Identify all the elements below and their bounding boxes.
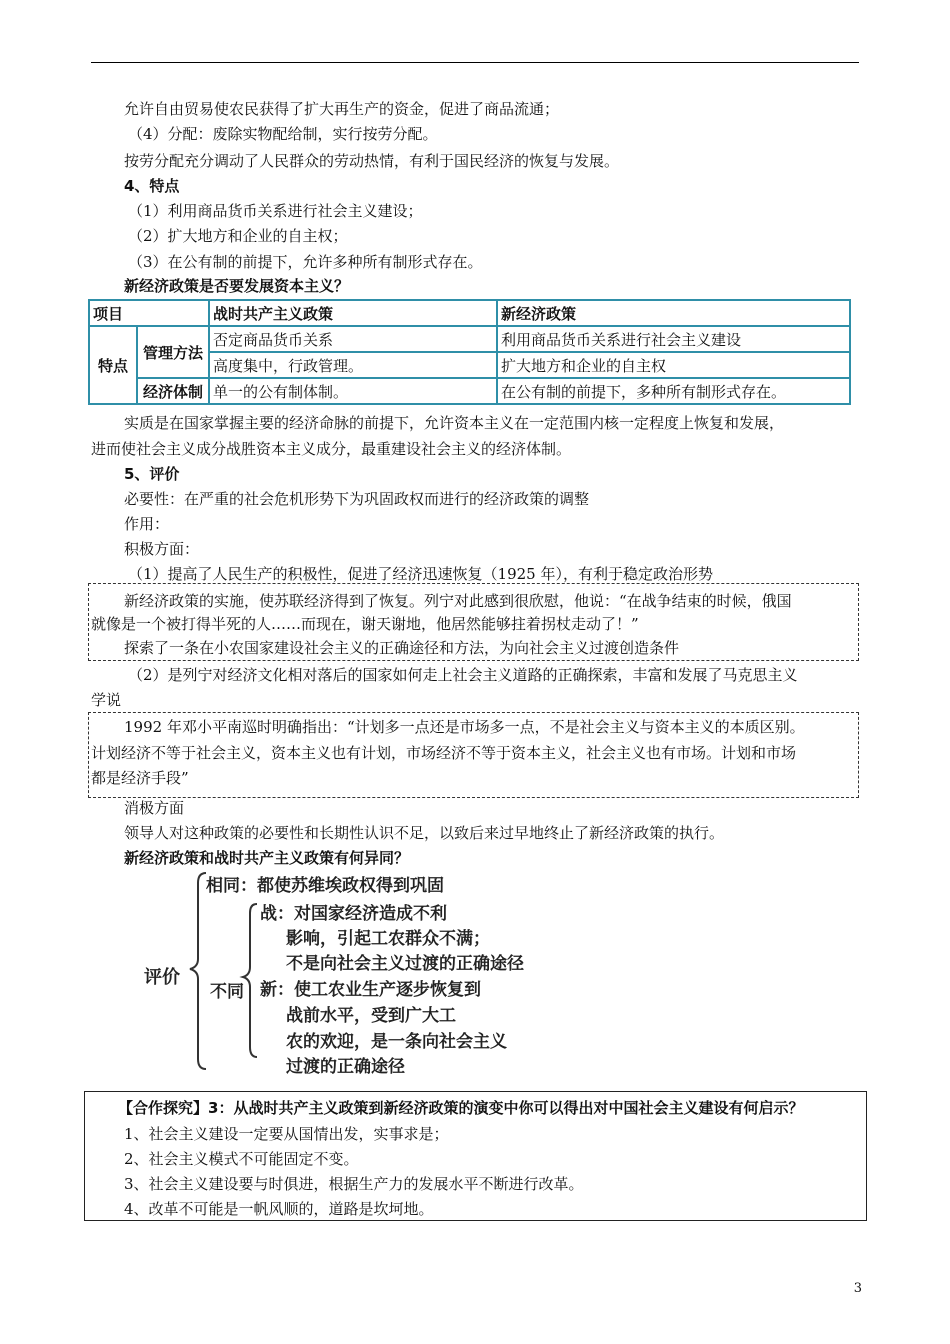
header-cell: 项目 — [89, 300, 209, 326]
diagram-nep: 过渡的正确途径 — [286, 1057, 405, 1077]
eval-line: 消极方面 — [124, 799, 185, 817]
header-cell: 新经济政策 — [497, 300, 850, 326]
question-heading: 新经济政策和战时共产主义政策有何异同？ — [124, 849, 410, 867]
eval-line: 作用： — [124, 515, 170, 533]
question-heading: 新经济政策是否要发展资本主义？ — [124, 277, 350, 295]
quote-line: 计划经济不等于社会主义，资本主义也有计划，市场经济不等于资本主义，社会主义也有市场。计划和市场 — [91, 744, 797, 762]
table-cell: 在公有制的前提下，多种所有制形式存在。 — [497, 378, 850, 404]
quote-line: 1992 年邓小平南巡时明确指出：“计划多一点还是市场多一点，不是社会主义与资本主义的本质区别。 — [124, 718, 805, 736]
feature-item: （1）利用商品货币关系进行社会主义建设； — [128, 202, 423, 220]
header-cell: 战时共产主义政策 — [209, 300, 497, 326]
feature-item: （3）在公有制的前提下，允许多种所有制形式存在。 — [128, 253, 483, 271]
section-heading: 4、特点 — [124, 177, 180, 195]
coop-answer: 3、社会主义建设要与时俱进，根据生产力的发展水平不断进行改革。 — [124, 1175, 584, 1193]
evaluation-diagram — [144, 867, 580, 1075]
table-header-row — [89, 300, 850, 326]
diagram-root: 评价 — [144, 967, 180, 988]
eval-line: 领导人对这种政策的必要性和长期性认识不足，以致后来过早地终止了新经济政策的执行。 — [124, 824, 725, 842]
coop-answer: 1、社会主义建设一定要从国情出发，实事求是； — [124, 1125, 449, 1143]
page-number: 3 — [853, 1281, 862, 1296]
diagram-war: 战：对国家经济造成不利 — [260, 904, 447, 924]
table-cell: 扩大地方和企业的自主权 — [497, 352, 850, 378]
mgmt-cell: 管理方法 — [137, 326, 209, 378]
feature-cell: 特点 — [89, 326, 137, 404]
eval-line: 积极方面： — [124, 540, 200, 558]
diagram-war: 不是向社会主义过渡的正确途径 — [286, 954, 524, 974]
quote-line: 都是经济手段” — [91, 769, 189, 787]
coop-answer: 2、社会主义模式不可能固定不变。 — [124, 1150, 359, 1168]
quote-line: 新经济政策的实施，使苏联经济得到了恢复。列宁对此感到很欣慰，他说：“在战争结束的时候，俄国 — [124, 592, 792, 610]
para-line: 按劳分配充分调动了人民群众的劳动热情，有利于国民经济的恢复与发展。 — [124, 152, 620, 170]
eval-line: （1）提高了人民生产的积极性，促进了经济迅速恢复（1925 年），有利于稳定政治形势 — [128, 565, 713, 583]
table-cell: 否定商品货币关系 — [209, 326, 497, 352]
essence-line: 实质是在国家掌握主要的经济命脉的前提下，允许资本主义在一定范围内核一定程度上恢复和发展， — [124, 414, 785, 432]
quote-line: 探索了一条在小农国家建设社会主义的正确途径和方法，为向社会主义过渡创造条件 — [124, 639, 680, 657]
diagram-nep: 战前水平，受到广大工 — [286, 1006, 456, 1026]
table-cell: 利用商品货币关系进行社会主义建设 — [497, 326, 850, 352]
coop-answer: 4、改革不可能是一帆风顺的，道路是坎坷地。 — [124, 1200, 434, 1218]
eval-line: 必要性：在严重的社会危机形势下为巩固政权而进行的经济政策的调整 — [124, 490, 590, 508]
diagram-nep: 新：使工农业生产逐步恢复到 — [260, 980, 481, 1000]
table-row — [89, 326, 850, 352]
feature-item: （2）扩大地方和企业的自主权； — [128, 227, 348, 245]
para-line: 允许自由贸易使农民获得了扩大再生产的资金，促进了商品流通； — [124, 100, 560, 118]
essence-line: 进而使社会主义成分战胜资本主义成分，最重建设社会主义的经济体制。 — [91, 440, 572, 458]
comparison-table — [88, 299, 851, 405]
diagram-nep: 农的欢迎，是一条向社会主义 — [286, 1032, 507, 1052]
diagram-diff: 不同 — [210, 982, 244, 1002]
diagram-same: 相同：都使苏维埃政权得到巩固 — [206, 876, 444, 896]
eval-line: （2）是列宁对经济文化相对落后的国家如何走上社会主义道路的正确探索，丰富和发展了马克思主义 — [128, 666, 798, 684]
econ-cell: 经济体制 — [137, 378, 209, 404]
table-cell: 单一的公有制体制。 — [209, 378, 497, 404]
header-rule — [91, 62, 859, 63]
coop-title: 【合作探究】3：从战时共产主义政策到新经济政策的演变中你可以得出对中国社会主义建设有何启示？ — [118, 1099, 804, 1117]
para-line: （4）分配：废除实物配给制，实行按劳分配。 — [128, 125, 438, 143]
quote-line: 就像是一个被打得半死的人……而现在，谢天谢地，他居然能够拄着拐杖走动了！” — [91, 615, 639, 633]
table-row — [89, 378, 850, 404]
table-cell: 高度集中，行政管理。 — [209, 352, 497, 378]
diagram-war: 影响，引起工农群众不满； — [286, 929, 490, 949]
section-heading: 5、评价 — [124, 465, 180, 483]
eval-line: 学说 — [91, 691, 122, 709]
